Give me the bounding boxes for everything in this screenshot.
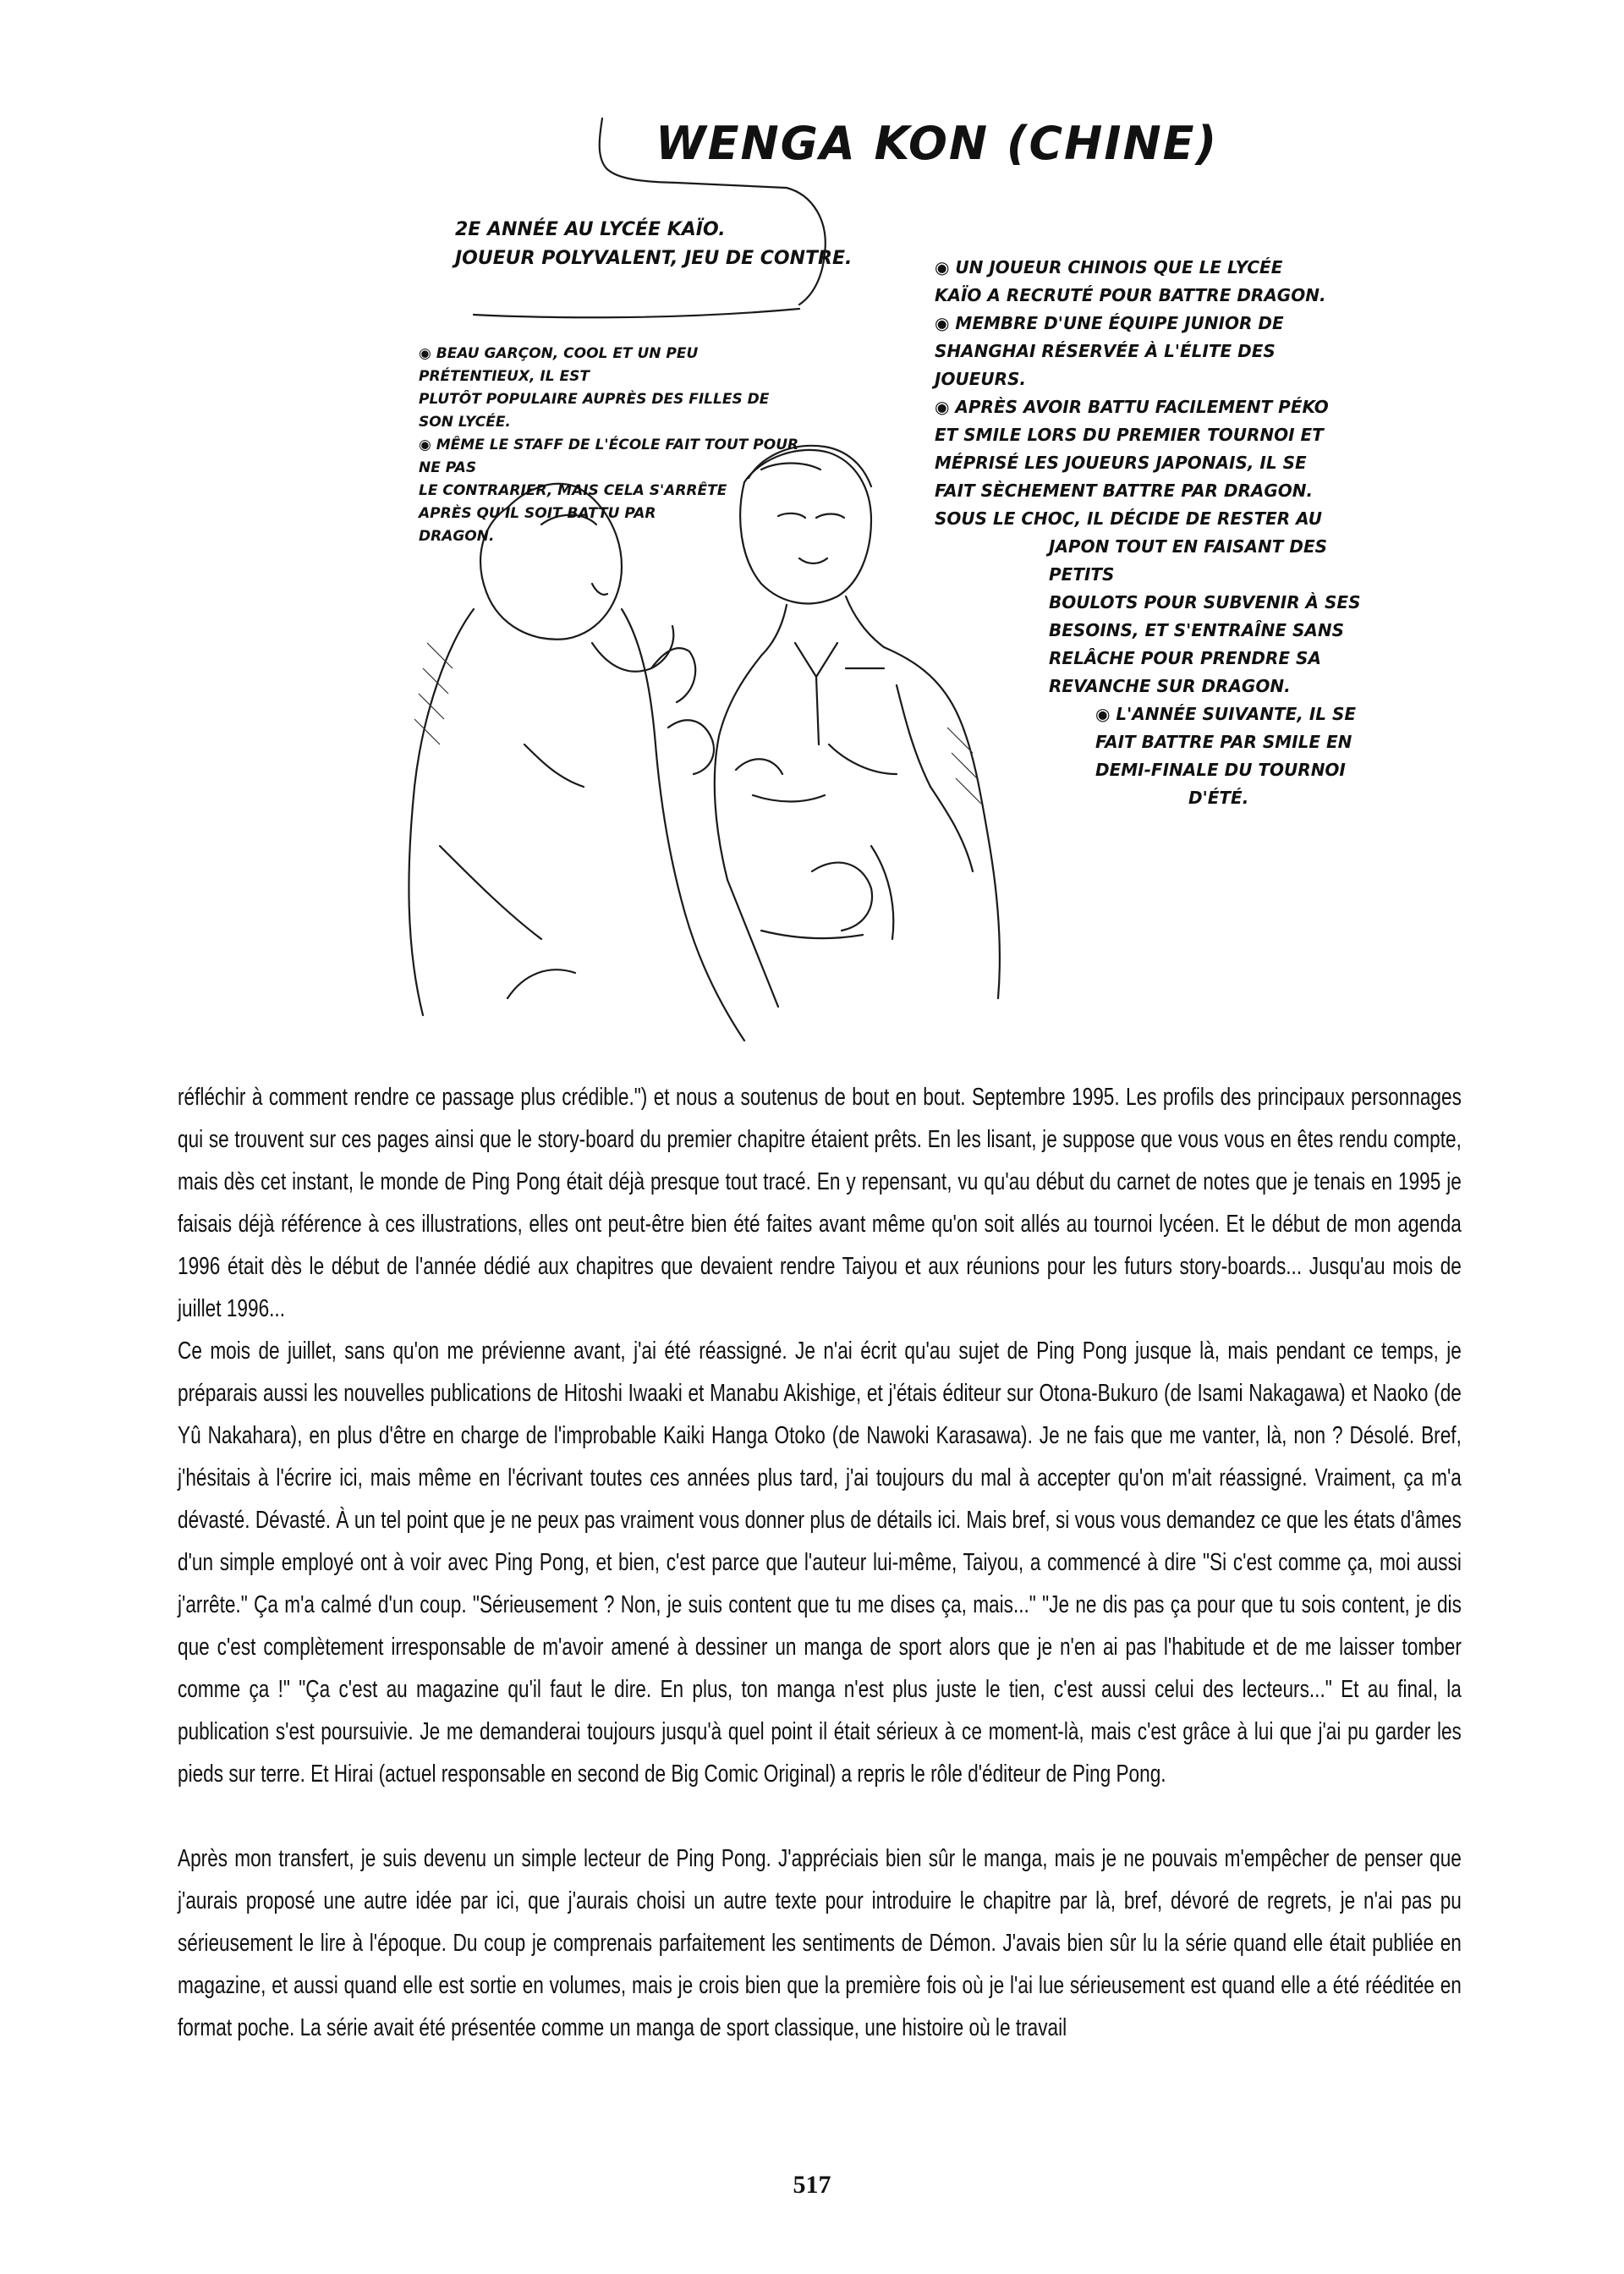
- right-note-line: BESOINS, ET S'ENTRAÎNE SANS: [1049, 620, 1345, 640]
- right-note-line: JAPON TOUT EN FAISANT DES PETITS: [1049, 536, 1328, 585]
- character-title: WENGA KON (CHINE): [656, 117, 1219, 170]
- right-note-line: RELÂCHE POUR PRENDRE SA: [1049, 648, 1321, 668]
- right-note-line: SHANGHAI RÉSERVÉE À L'ÉLITE DES: [935, 341, 1276, 361]
- left-note: [419, 343, 808, 548]
- right-note-line: ET SMILE LORS DU PREMIER TOURNOI ET: [935, 425, 1324, 445]
- body-text: [178, 1076, 1462, 2049]
- right-note-line: FAIT BATTRE PAR SMILE EN: [1095, 732, 1352, 752]
- right-note-line: D'ÉTÉ.: [1188, 788, 1249, 808]
- page-number: 517: [793, 2171, 831, 2199]
- left-note-line: ◉ MÊME LE STAFF DE L'ÉCOLE FAIT TOUT POUR NE PAS: [419, 437, 799, 476]
- paragraph: Après mon transfert, je suis devenu un simple lecteur de Ping Pong. J'appréciais bien sûr le manga, mais je ne pouvais m'empêcher de penser que j'aurais proposé une autre idée par ici, que j'aurais choisi un autre texte pour introduire le chapitre par là, bref, dévoré de regrets, je n'ai pas pu sérieusement le lire à l'époque. Du coup je comprenais parfaitement les sentiments de Démon. J'avais bien sûr lu la série quand elle était publiée en magazine, et aussi quand elle est sortie en volumes, mais je crois bien que la première fois où je l'ai lue sérieusement est quand elle a été rééditée en format poche. La série avait été présentée comme un manga de sport classique, une histoire où le travail: [178, 1845, 1462, 2041]
- right-note-line: JOUEURS.: [935, 369, 1026, 389]
- left-note-line: APRÈS QU'IL SOIT BATTU PAR: [419, 505, 656, 522]
- right-note-line: ◉ APRÈS AVOIR BATTU FACILEMENT PÉKO: [935, 397, 1329, 417]
- bullet-icon: ◉: [1095, 704, 1116, 724]
- right-note-line: FAIT SÈCHEMENT BATTRE PAR DRAGON.: [935, 481, 1314, 501]
- left-note-line: DRAGON.: [419, 528, 495, 545]
- character-subtitle: [455, 216, 852, 273]
- bullet-icon: ◉: [935, 313, 956, 333]
- right-note-line: MÉPRISÉ LES JOUEURS JAPONAIS, IL SE: [935, 453, 1307, 473]
- right-note-line: BOULOTS POUR SUBVENIR À SES: [1049, 592, 1361, 612]
- right-note-line: DEMI-FINALE DU TOURNOI: [1095, 760, 1346, 780]
- left-note-line: LE CONTRARIER, MAIS CELA S'ARRÊTE: [419, 482, 727, 499]
- bullet-icon: ◉: [935, 257, 956, 277]
- bullet-icon: ◉: [935, 397, 956, 417]
- right-note-line: ◉ L'ANNÉE SUIVANTE, IL SE: [1095, 704, 1357, 724]
- right-note-line: KAÏO A RECRUTÉ POUR BATTRE DRAGON.: [935, 285, 1326, 305]
- right-note-line: ◉ UN JOUEUR CHINOIS QUE LE LYCÉE: [935, 257, 1283, 277]
- right-note-line: ◉ MEMBRE D'UNE ÉQUIPE JUNIOR DE: [935, 313, 1284, 333]
- left-note-line: PLUTÔT POPULAIRE AUPRÈS DES FILLES DE SON LYCÉE.: [419, 391, 770, 431]
- comic-illustration: [0, 0, 1624, 1066]
- right-note-line: SOUS LE CHOC, IL DÉCIDE DE RESTER AU: [935, 508, 1322, 529]
- subtitle-line: 2E ANNÉE AU LYCÉE KAÏO.: [455, 219, 726, 240]
- right-note-line: REVANCHE SUR DRAGON.: [1049, 676, 1291, 696]
- bullet-icon: ◉: [419, 345, 436, 362]
- left-note-line: ◉ BEAU GARÇON, COOL ET UN PEU PRÉTENTIEUX, IL EST: [419, 345, 699, 385]
- right-note: [935, 254, 1374, 812]
- paragraph: Ce mois de juillet, sans qu'on me prévienne avant, j'ai été réassigné. Je n'ai écrit qu'au sujet de Ping Pong jusque là, mais pendant ce temps, je préparais aussi les nouvelles publications de Hitoshi Iwaaki et Manabu Akishige, et j'étais éditeur sur Otona-Bukuro (de Isami Nakagawa) et Naoko (de Yû Nakahara), en plus d'être en charge de l'improbable Kaiki Hanga Otoko (de Nawoki Karasawa). Je ne fais que me vanter, là, non ? Désolé. Bref, j'hésitais à l'écrire ici, mais même en l'écrivant toutes ces années plus tard, j'ai toujours du mal à accepter qu'on m'ait réassigné. Vraiment, ça m'a dévasté. Dévasté. À un tel point que je ne peux pas vraiment vous donner plus de détails ici. Mais bref, si vous vous demandez ce que les états d'âmes d'un simple employé ont à voir avec Ping Pong, et bien, c'est parce que l'auteur lui-même, Taiyou, a commencé à dire "Si c'est comme ça, moi aussi j'arrête." Ça m'a calmé d'un coup. "Sérieusement ? Non, je suis content que tu me dises ça, mais..." "Je ne dis pas ça pour que tu sois content, je dis que c'est complètement irresponsable de m'avoir amené à dessiner un manga de sport alors que je n'en ai pas l'habitude et de me laisser tomber comme ça !" "Ça c'est au magazine qu'il faut le dire. En plus, ton manga n'est plus juste le tien, c'est aussi celui des lecteurs..." Et au final, la publication s'est poursuivie. Je me demanderai toujours jusqu'à quel point il était sérieux à ce moment-là, mais c'est grâce à lui que j'ai pu garder les pieds sur terre. Et Hirai (actuel responsable en second de Big Comic Original) a repris le rôle d'éditeur de Ping Pong.: [178, 1337, 1462, 1788]
- subtitle-line: JOUEUR POLYVALENT, JEU DE CONTRE.: [455, 248, 853, 269]
- paragraph: réfléchir à comment rendre ce passage plus crédible.") et nous a soutenus de bout en bout. Septembre 1995. Les profils des principaux personnages qui se trouvent sur ces pages ainsi que le story-board du premier chapitre étaient prêts. En les lisant, je suppose que vous vous en êtes rendu compte, mais dès cet instant, le monde de Ping Pong était déjà presque tout tracé. En y repensant, vu qu'au début du carnet de notes que je tenais en 1995 je faisais déjà référence à ces illustrations, elles ont peut-être bien été faites avant même qu'on soit allés au tournoi lycéen. Et le début de mon agenda 1996 était dès le début de l'année dédié aux chapitres que devaient rendre Taiyou et aux réunions pour les futurs story-boards... Jusqu'au mois de juillet 1996...: [178, 1084, 1462, 1322]
- bullet-icon: ◉: [419, 437, 436, 453]
